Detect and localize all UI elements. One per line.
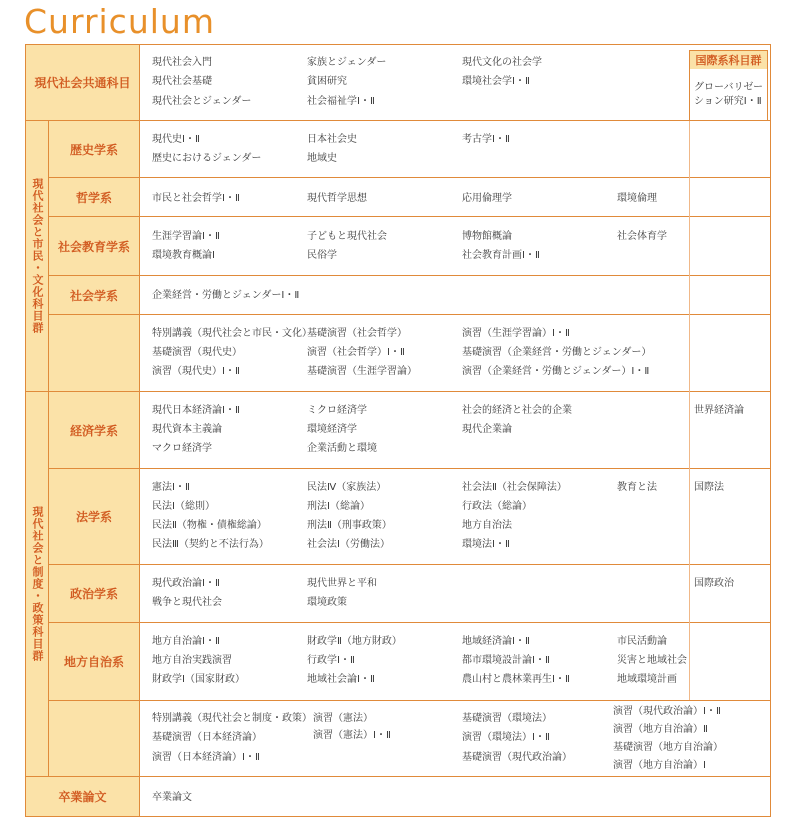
local-label: 地方自治系	[63, 655, 124, 669]
sociology-label: 社会学系	[69, 288, 118, 303]
course-item: 基礎演習（企業経営・労働とジェンダー）	[462, 347, 652, 358]
course-item: 民法Ⅲ（契約と不法行為）	[152, 539, 269, 550]
course-item: 基礎演習（生涯学習論）	[307, 366, 417, 377]
course-item: 演習（日本経済論）Ⅰ・Ⅱ	[152, 752, 260, 763]
course-item: 現代哲学思想	[307, 193, 367, 204]
politics-label: 政治学系	[69, 587, 118, 601]
course-item: 地域史	[307, 153, 337, 164]
course-item: 地域社会論Ⅰ・Ⅱ	[307, 674, 375, 685]
row-divider	[48, 314, 771, 315]
row-divider	[48, 622, 771, 623]
course-item: 民俗学	[307, 250, 337, 261]
intl-course-item: 世界経済論	[694, 405, 744, 416]
course-item: 応用倫理学	[462, 193, 512, 204]
course-item: 日本社会史	[307, 134, 357, 145]
history-label: 歴史学系	[69, 142, 118, 157]
course-item: 財政学Ⅰ（国家財政）	[152, 674, 245, 685]
course-item: 環境社会学Ⅰ・Ⅱ	[462, 76, 530, 87]
course-item: 環境倫理	[617, 193, 657, 204]
course-item: 特別講義（現代社会と市民・文化）	[152, 328, 312, 339]
course-item: 現代資本主義論	[152, 424, 222, 435]
group1-seminar-label-cell	[49, 315, 139, 391]
group2-label: 現代社会と制度・政策科目群	[31, 506, 44, 662]
course-item: 社会的経済と社会的企業	[462, 405, 572, 416]
course-item: 民法Ⅳ（家族法）	[307, 482, 387, 493]
course-item: 基礎演習（社会哲学）	[307, 328, 407, 339]
course-item: 地方自治論Ⅰ・Ⅱ	[152, 636, 220, 647]
course-item: 卒業論文	[152, 792, 192, 803]
course-item: 市民と社会哲学Ⅰ・Ⅱ	[152, 193, 240, 204]
course-item: 演習（憲法）	[313, 713, 373, 724]
course-item: 現代企業論	[462, 424, 512, 435]
course-item: 刑法Ⅱ（刑事政策）	[307, 520, 392, 531]
group2-seminar-label-cell	[49, 701, 139, 776]
course-item: 社会体育学	[617, 231, 667, 242]
course-item: 現代社会入門	[152, 57, 212, 68]
course-item: 環境経済学	[307, 424, 357, 435]
course-item: 環境法Ⅰ・Ⅱ	[462, 539, 510, 550]
course-item: 演習（地方自治論）Ⅰ	[613, 760, 706, 771]
row-divider	[48, 216, 771, 217]
group1-label: 現代社会と市民・文化科目群	[31, 178, 44, 334]
intl-course-box	[689, 50, 768, 121]
course-item: 憲法Ⅰ・Ⅱ	[152, 482, 190, 493]
course-item: マクロ経済学	[152, 443, 212, 454]
education-label: 社会教育学系	[57, 239, 130, 254]
course-item: 社会福祉学Ⅰ・Ⅱ	[307, 96, 375, 107]
common-label: 現代社会共通科目	[34, 76, 131, 90]
course-item: 地方自治実践演習	[152, 655, 232, 666]
intl-course-globalization: グローバリゼー ション研究Ⅰ・Ⅱ	[694, 82, 763, 107]
course-item: 市民活動論	[617, 636, 667, 647]
economics-label: 経済学系	[69, 423, 118, 438]
course-item: 基礎演習（現代政治論）	[462, 752, 572, 763]
course-item: 基礎演習（地方自治論）	[613, 742, 723, 753]
course-item: 地方自治法	[462, 520, 512, 531]
course-item: 現代世界と平和	[307, 578, 377, 589]
course-item: 演習（憲法）Ⅰ・Ⅱ	[313, 730, 391, 741]
course-item: 戦争と現代社会	[152, 597, 222, 608]
intl-course-item: 国際法	[694, 482, 724, 493]
course-item: 民法Ⅱ（物権・債権総論）	[152, 520, 267, 531]
course-item: 子どもと現代社会	[307, 231, 387, 242]
row-divider	[48, 468, 771, 469]
course-item: ミクロ経済学	[307, 405, 367, 416]
course-item: 行政学Ⅰ・Ⅱ	[307, 655, 355, 666]
course-item: 企業経営・労働とジェンダーⅠ・Ⅱ	[152, 290, 300, 301]
course-item: 災害と地域社会	[617, 655, 687, 666]
course-item: 地域環境計画	[617, 674, 677, 685]
course-item: 民法Ⅰ（総則）	[152, 501, 215, 512]
course-item: 基礎演習（環境法）	[462, 713, 552, 724]
course-item: 財政学Ⅱ（地方財政）	[307, 636, 402, 647]
course-item: 現代社会とジェンダー	[152, 96, 252, 107]
course-item: 農山村と農林業再生Ⅰ・Ⅱ	[462, 674, 570, 685]
intl-column-divider	[689, 120, 690, 700]
course-item: 歴史におけるジェンダー	[152, 153, 262, 164]
course-item: 基礎演習（日本経済論）	[152, 732, 262, 743]
course-item: 現代社会基礎	[152, 76, 212, 87]
course-item: 教育と法	[617, 482, 657, 493]
thesis-label: 卒業論文	[58, 790, 107, 804]
course-item: 家族とジェンダー	[307, 57, 387, 68]
course-item: 貧困研究	[307, 76, 347, 87]
row-divider	[48, 564, 771, 565]
course-item: 都市環境設計論Ⅰ・Ⅱ	[462, 655, 550, 666]
course-item: 刑法Ⅰ（総論）	[307, 501, 370, 512]
row-divider	[48, 275, 771, 276]
course-item: 演習（社会哲学）Ⅰ・Ⅱ	[307, 347, 405, 358]
course-item: 現代政治論Ⅰ・Ⅱ	[152, 578, 220, 589]
course-item: 現代文化の社会学	[462, 57, 542, 68]
course-item: 現代日本経済論Ⅰ・Ⅱ	[152, 405, 240, 416]
course-item: 演習（生涯学習論）Ⅰ・Ⅱ	[462, 328, 570, 339]
course-item: 環境教育概論Ⅰ	[152, 250, 215, 261]
intl-course-item: 国際政治	[694, 578, 734, 589]
course-item: 行政法（総論）	[462, 501, 532, 512]
row-divider	[48, 700, 771, 701]
course-item: 特別講義（現代社会と制度・政策）	[152, 713, 312, 724]
course-item: 演習（地方自治論）Ⅱ	[613, 724, 708, 735]
course-item: 基礎演習（現代史）	[152, 347, 242, 358]
course-item: 環境政策	[307, 597, 347, 608]
intl-header: 国際系科目群	[690, 51, 767, 69]
course-item: 社会法Ⅰ（労働法）	[307, 539, 390, 550]
label-column-divider	[139, 44, 140, 817]
course-item: 演習（現代政治論）Ⅰ・Ⅱ	[613, 706, 721, 717]
course-item: 社会法Ⅱ（社会保障法）	[462, 482, 567, 493]
law-label: 法学系	[75, 510, 112, 524]
course-item: 演習（企業経営・労働とジェンダー）Ⅰ・Ⅱ	[462, 366, 650, 377]
course-item: 考古学Ⅰ・Ⅱ	[462, 134, 510, 145]
page-title: Curriculum	[24, 2, 215, 41]
course-item: 現代史Ⅰ・Ⅱ	[152, 134, 200, 145]
philosophy-label: 哲学系	[75, 190, 112, 205]
course-item: 生涯学習論Ⅰ・Ⅱ	[152, 231, 220, 242]
row-divider	[48, 177, 771, 178]
course-item: 演習（環境法）Ⅰ・Ⅱ	[462, 732, 550, 743]
course-item: 社会教育計画Ⅰ・Ⅱ	[462, 250, 540, 261]
course-item: 地域経済論Ⅰ・Ⅱ	[462, 636, 530, 647]
course-item: 演習（現代史）Ⅰ・Ⅱ	[152, 366, 240, 377]
course-item: 企業活動と環境	[307, 443, 377, 454]
course-item: 博物館概論	[462, 231, 512, 242]
